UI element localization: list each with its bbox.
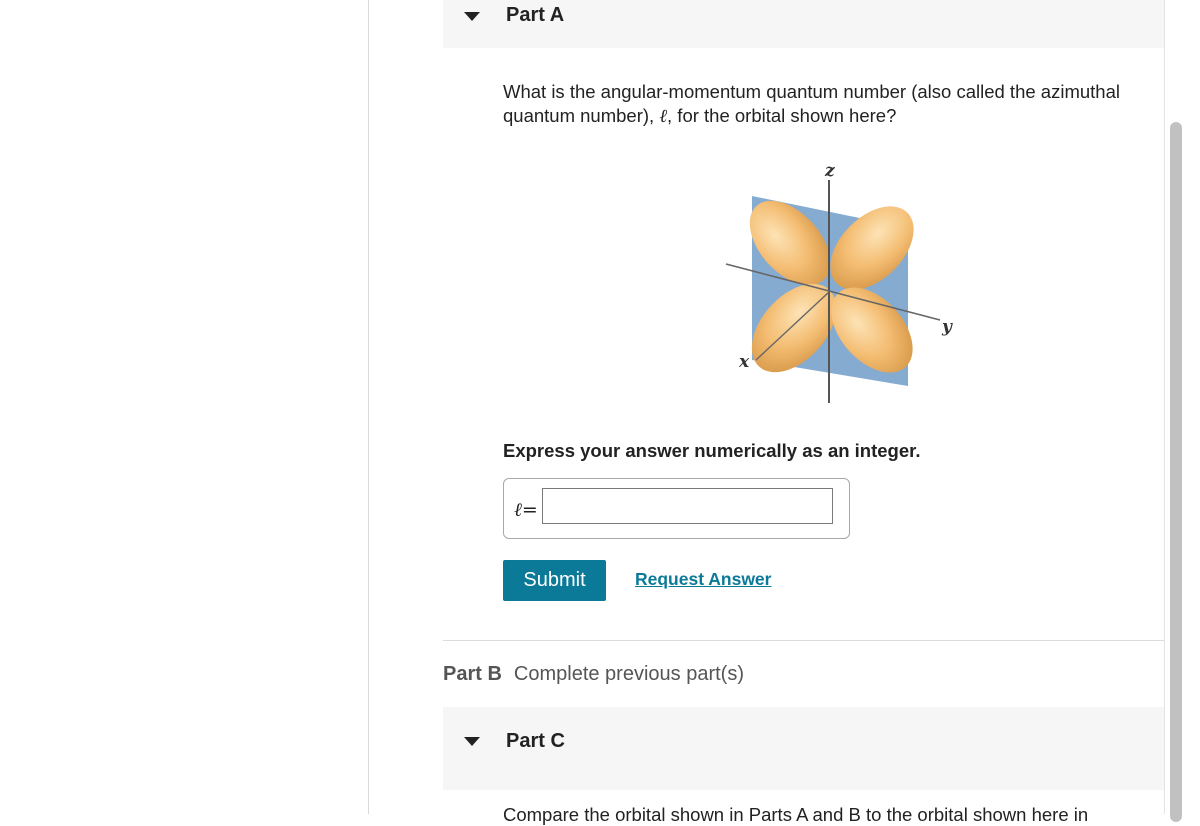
ell-symbol: ℓ [659,106,668,127]
axis-label-z: z [825,161,835,181]
collapse-caret-icon[interactable] [464,12,480,21]
section-divider [443,640,1164,641]
part-a-question [503,80,1158,129]
answer-label: ℓ= [514,499,538,521]
collapse-caret-icon[interactable] [464,737,480,746]
orbital-svg [712,150,962,420]
part-a-title: Part A [506,4,565,26]
part-c-header[interactable] [443,707,1164,790]
submit-button[interactable]: Submit [503,560,606,601]
part-a-header[interactable] [443,0,1164,48]
part-c-title: Part C [506,730,565,752]
answer-input[interactable] [542,488,833,524]
answer-instruction: Express your answer numerically as an integer. [503,440,921,461]
scrollbar-thumb[interactable] [1170,122,1182,822]
part-c-question-partial: Compare the orbital shown in Parts A and B to the orbital shown here in [503,804,1089,825]
left-panel [0,0,369,814]
answer-container [503,478,850,539]
d-orbital-figure [712,150,962,420]
request-answer-link[interactable]: Request Answer [635,569,772,589]
part-b-label: Part B [443,663,502,685]
question-text-end: , for the orbital shown here? [667,105,897,126]
axis-label-x: x [739,352,750,372]
part-b-row [443,663,744,686]
question-text-start: What is the angular-momentum quantum number (also called the azimuthal quantum number), [503,81,1120,126]
part-b-status: Complete previous part(s) [513,663,744,685]
axis-label-y: y [942,317,952,337]
content-right-border [1164,0,1165,814]
